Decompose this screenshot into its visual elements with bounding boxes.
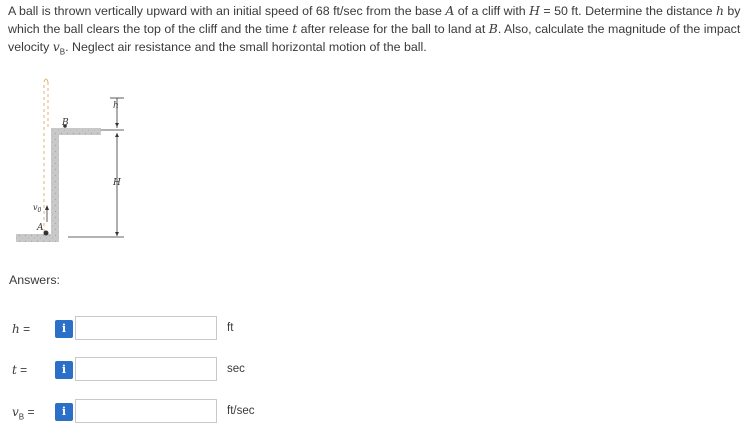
unit-label-vb: ft/sec xyxy=(227,405,255,417)
trajectory-apex xyxy=(44,79,48,82)
info-icon[interactable]: i xyxy=(55,403,73,421)
H-arrow-head-top xyxy=(115,133,119,137)
problem-line-2: which the ball clears the top of the cliff and the time t after release for the ball to land at B. Also, calculate the magnitude of the impact xyxy=(8,21,741,36)
answers-heading: Answers: xyxy=(9,273,60,287)
answer-row-h xyxy=(0,316,755,342)
answer-label-vb: $v_B$ = xyxy=(12,405,35,422)
figure-label-B: B xyxy=(62,118,69,128)
figure-label-h: h xyxy=(113,101,119,111)
problem-line-3: velocity $v_B$. Neglect air resistance and the small horizontal motion of the ball. xyxy=(8,39,427,57)
info-icon[interactable]: i xyxy=(55,320,73,338)
H-arrow-head-bottom xyxy=(115,232,119,236)
figure-label-v0: $v_0$ xyxy=(33,203,42,214)
unit-label-h: ft xyxy=(227,322,234,334)
problem-line-1: A ball is thrown vertically upward with an initial speed of 68 ft/sec from the base A of a cliff with H = 50 ft. Determine the distance h by xyxy=(8,3,741,18)
answer-row-t xyxy=(0,357,755,383)
velocity-arrowhead xyxy=(45,205,49,210)
answer-input-t[interactable] xyxy=(75,357,217,381)
answer-row-vb xyxy=(0,399,755,425)
cliff-wall xyxy=(51,128,59,242)
figure-label-A: A xyxy=(37,223,44,233)
answer-label-t: t = xyxy=(12,363,28,377)
answer-input-vb[interactable] xyxy=(75,399,217,423)
answer-label-h: h = xyxy=(12,322,31,336)
h-arrow-head xyxy=(115,123,119,127)
info-icon[interactable]: i xyxy=(55,361,73,379)
cliff-top xyxy=(51,128,101,135)
figure-label-H: H xyxy=(113,178,121,188)
answer-input-h[interactable] xyxy=(75,316,217,340)
ball-at-A xyxy=(44,231,49,236)
unit-label-t: sec xyxy=(227,363,245,375)
